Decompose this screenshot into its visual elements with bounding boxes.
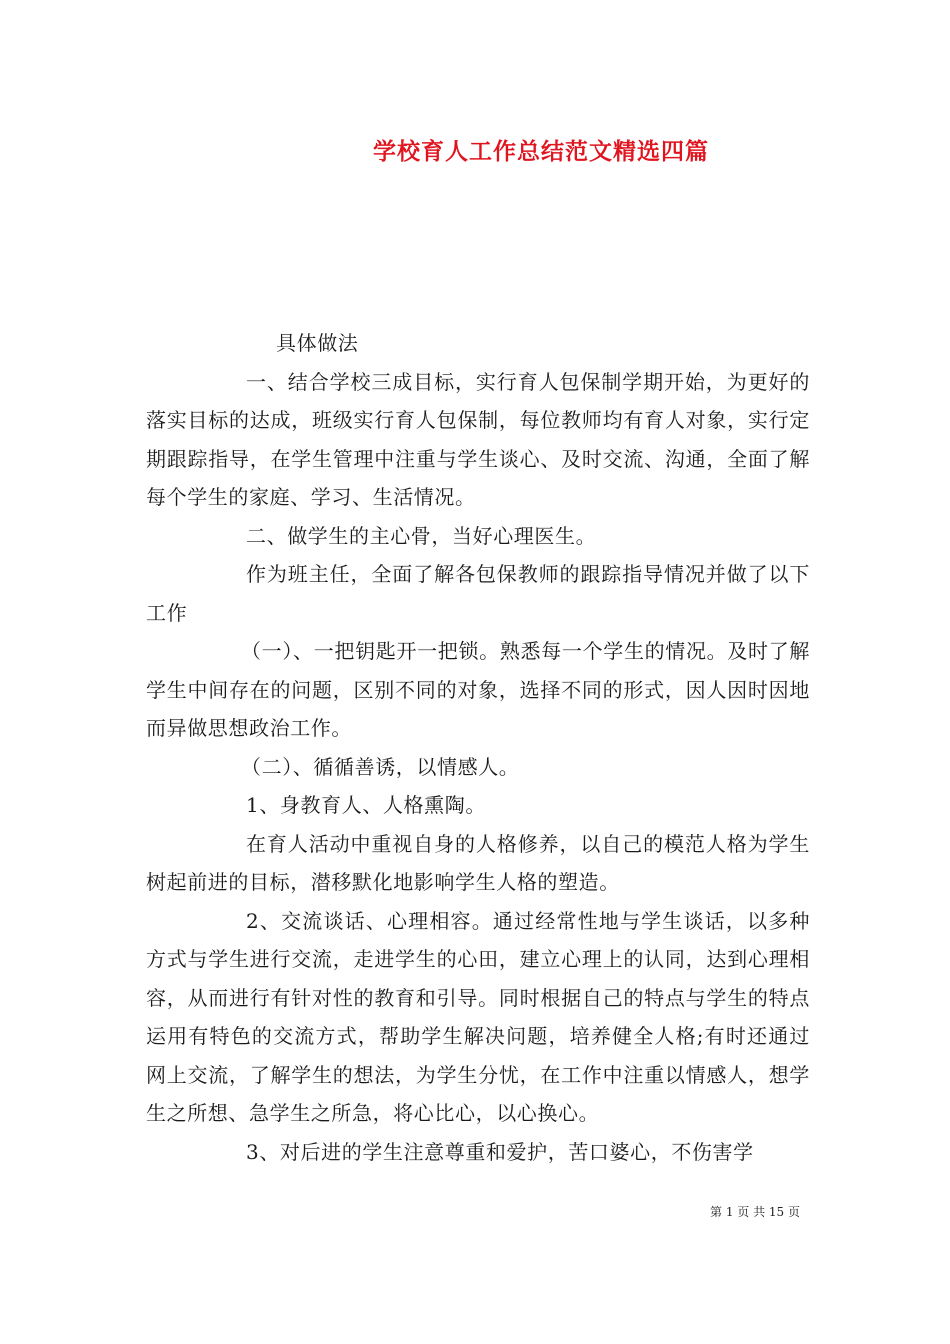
paragraph-4: （一）、一把钥匙开一把锁。熟悉每一个学生的情况。及时了解学生中间存在的问题，区别不同的对象，选择不同的形式，因人因时因地而异做思想政治工作。 (146, 639, 810, 740)
page-number-footer: 第 1 页 共 15 页 (710, 1205, 800, 1219)
paragraph-9: 3、对后进的学生注意尊重和爱护，苦口婆心，不伤害学 (246, 1139, 754, 1164)
paragraph-6: 1、身教育人、人格熏陶。 (246, 793, 486, 817)
paragraph-3: 作为班主任，全面了解各包保教师的跟踪指导情况并做了以下工作 (146, 562, 810, 625)
paragraph-8: 2、交流谈话、心理相容。通过经常性地与学生谈话，以多种方式与学生进行交流，走进学生的心田，建立心理上的认同，达到心理相容，从而进行有针对性的教育和引导。同时根据自己的特点与学生的特点运用有特色的交流方式，帮助学生解决问题，培养健全人格;有时还通过网上交流，了解学生的想法，为学生分忧，在工作中注重以情感人，想学生之所想、急学生之所急，将心比心，以心换心。 (146, 908, 810, 1125)
paragraph-2: 二、做学生的主心骨，当好心理医生。 (246, 523, 597, 548)
document-title: 学校育人工作总结范文精选四篇 (373, 138, 709, 165)
paragraph-7: 在育人活动中重视自身的人格修养，以自己的模范人格为学生树起前进的目标，潜移默化地影响学生人格的塑造。 (146, 831, 810, 894)
document-body (146, 324, 810, 1171)
section-heading: 具体做法 (276, 331, 359, 355)
paragraph-1: 一、结合学校三成目标，实行育人包保制学期开始，为更好的落实目标的达成，班级实行育人包保制，每位教师均有育人对象，实行定期跟踪指导，在学生管理中注重与学生谈心、及时交流、沟通，全面了解每个学生的家庭、学习、生活情况。 (146, 369, 810, 509)
paragraph-5: （二）、循循善诱，以情感人。 (241, 754, 520, 779)
